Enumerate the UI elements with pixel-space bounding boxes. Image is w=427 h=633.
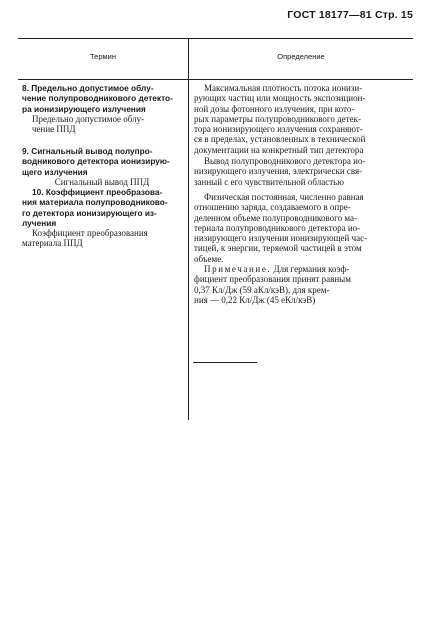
definition-line: рых параметры полупроводникового детек- [194,113,361,124]
definition-line: Максимальная плотность потока ионизи- [204,83,363,93]
note-line [194,264,412,274]
note-line: 0,37 Кл/Дж (59 аКл/кэВ), для крем- [194,284,330,295]
note-line: фициент преобразования принят равным [194,274,351,285]
column-header-terms: Термин [90,52,116,61]
definition-line: документации на конкретный тип детектора [194,144,364,155]
term-line: ния материала полупроводниково- [22,197,168,208]
definition-line: занный с его чувствительной областью [194,176,344,187]
definition-line: низирующего излучения ионизирующей час- [194,233,368,244]
definition-line: ной дозы фотонного излучения, при кото- [194,103,355,114]
note-label: Примечание. [204,264,272,275]
definition-line: Вывод полупроводникового детектора ио- [204,156,366,166]
term-short-line: материала ППД [22,238,83,249]
page-header: ГОСТ 18177—81 Стр. 15 [287,9,413,21]
note-line: ния — 0,22 Кл/Дж (45 еКл/кэВ) [194,294,316,305]
term-line: 10. Коэффициент преобразова- [32,187,163,197]
term-10 [22,187,182,249]
term-line: ра ионизирующего излучения [22,103,146,114]
column-header-definitions: Определение [277,52,325,61]
term-9 [22,146,182,187]
term-line: 8. Предельно допустимое облу- [22,83,154,93]
term-short-line: чение ППД [32,124,76,135]
terms-table [18,38,413,420]
definition-line: ся в пределах, установленных в технической [194,134,366,145]
note-text: Для германия коэф- [273,264,350,275]
term-short-line: Коэффициент преобразования [32,228,148,239]
definition-line: деленном объеме полупроводникового ма- [194,212,358,223]
term-8 [22,83,182,134]
definition-line: териала полупроводникового детектора ио- [194,222,361,233]
definition-9 [194,156,412,187]
term-short-line: Предельно допустимое облу- [32,113,145,124]
table-column-divider [188,38,189,420]
term-line: 9. Сигнальный вывод полупро- [22,146,153,156]
table-top-rule [18,38,413,39]
definition-10 [194,192,412,305]
definition-line: рующих частиц или мощность экспозицион- [194,93,366,104]
definition-line: тора ионизирующего излучения сохраняют- [194,124,363,135]
definition-line: тицей, к энергии, теряемой частицей в этом [194,243,362,254]
definition-line: объеме. [194,253,224,264]
term-short-line: Сигнальный вывод ППД [54,176,150,187]
definition-8 [194,83,412,155]
definition-line: отношению заряда, создаваемого в опре- [194,202,351,213]
definition-line: низирующего излучения, электрически свя- [194,166,363,177]
table-header-rule [18,79,413,80]
term-line: лучения [22,217,57,228]
term-line: чение полупроводникового детекто- [22,93,173,104]
term-line: щего излучения [22,166,88,177]
definition-line: Физическая постоянная, численно равная [204,192,364,202]
term-line: го детектора ионизирующего из- [22,207,157,218]
end-rule [193,362,257,363]
term-line: водникового детектора ионизирую- [22,156,170,167]
